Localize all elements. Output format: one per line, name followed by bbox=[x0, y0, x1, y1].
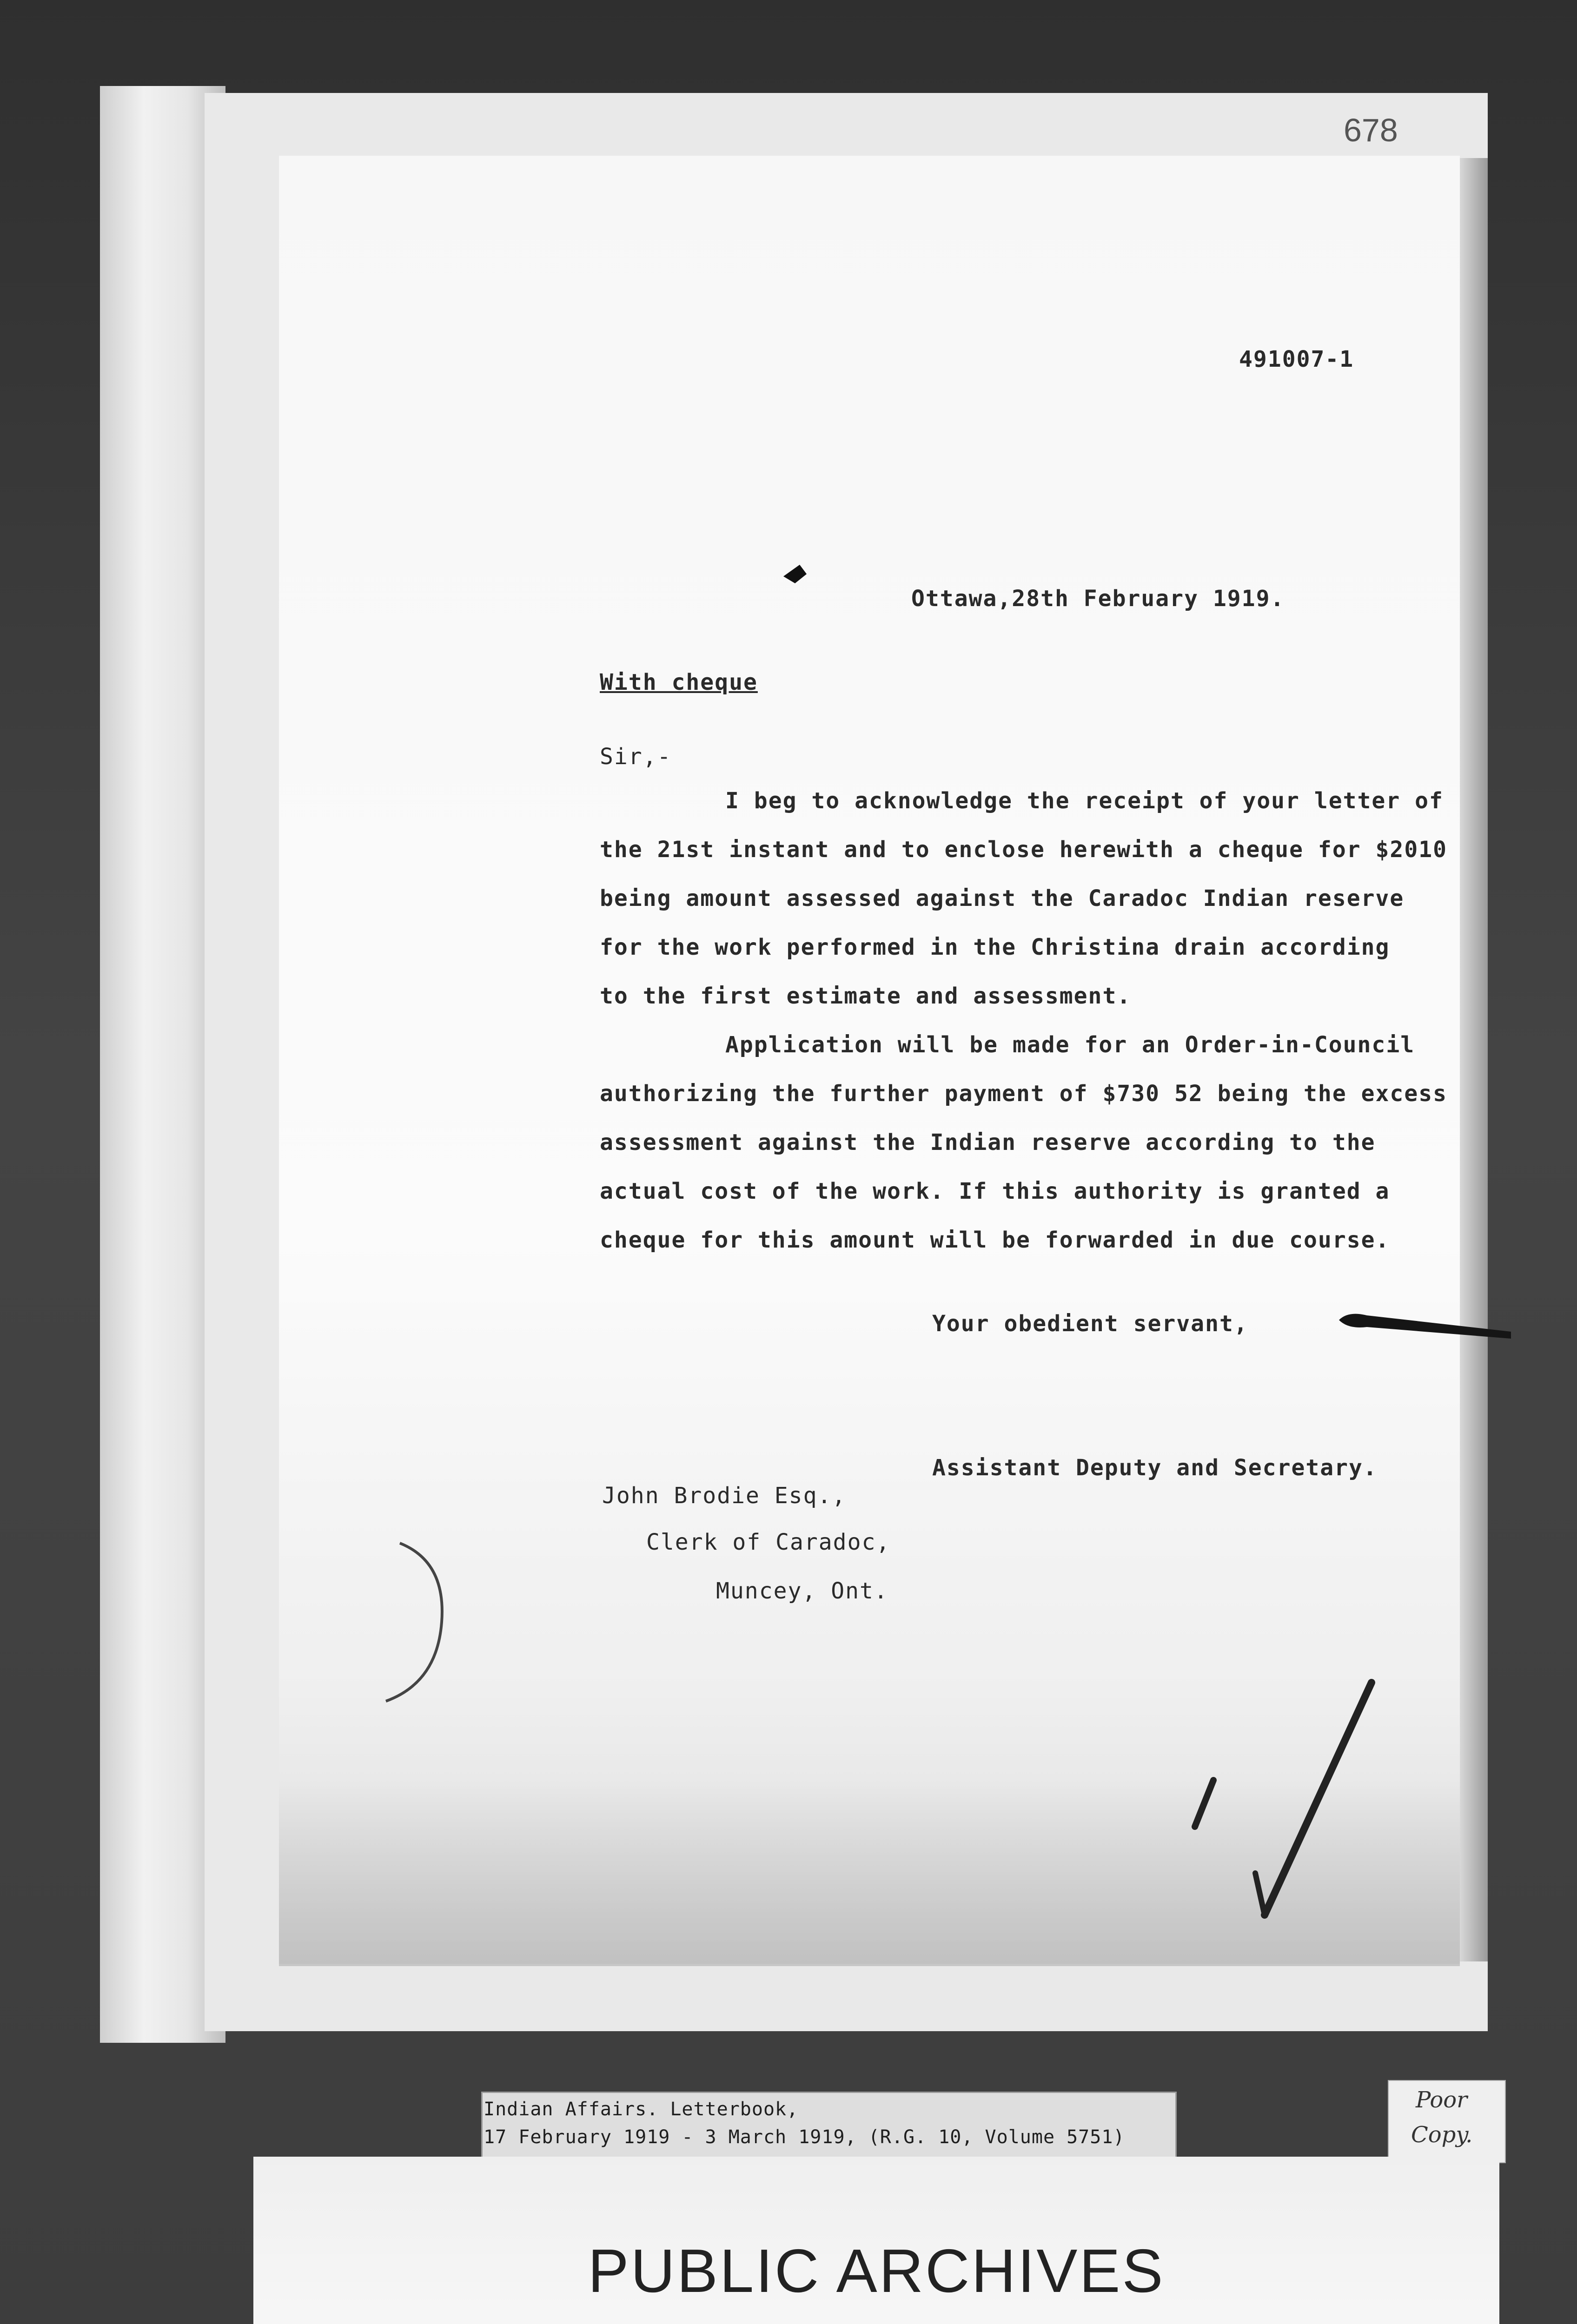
addressee-place: Muncey, Ont. bbox=[716, 1578, 888, 1604]
signature-title: Assistant Deputy and Secretary. bbox=[932, 1455, 1378, 1481]
reference-label-line: 17 February 1919 - 3 March 1919, (R.G. 10, Volume 5751) bbox=[484, 2126, 1125, 2148]
body-line: the 21st instant and to enclose herewith a cheque for $2010 bbox=[600, 837, 1448, 863]
frame-number: 678 bbox=[1344, 112, 1398, 148]
quality-note-line: Poor bbox=[1416, 2087, 1468, 2113]
closing: Your obedient servant, bbox=[932, 1311, 1248, 1337]
addressee-role: Clerk of Caradoc, bbox=[646, 1529, 891, 1555]
body-line: assessment against the Indian reserve according to the bbox=[600, 1129, 1376, 1155]
page-right-edge bbox=[1460, 158, 1488, 1961]
addressee-name: John Brodie Esq., bbox=[602, 1483, 847, 1509]
body-line: I beg to acknowledge the receipt of your letter of bbox=[725, 788, 1444, 814]
pencil-icon bbox=[1339, 1306, 1511, 1339]
body-line: for the work performed in the Christina drain according bbox=[600, 934, 1390, 960]
body-line: authorizing the further payment of $730 52 being the excess bbox=[600, 1081, 1448, 1107]
checkmark-icon bbox=[1186, 1673, 1395, 1934]
reference-label-line: Indian Affairs. Letterbook, bbox=[484, 2099, 799, 2120]
margin-bracket-mark bbox=[372, 1534, 456, 1710]
body-line: to the first estimate and assessment. bbox=[600, 983, 1132, 1009]
file-number: 491007-1 bbox=[1239, 346, 1354, 372]
body-line: Application will be made for an Order-in-Council bbox=[725, 1032, 1415, 1058]
salutation: Sir,- bbox=[600, 744, 672, 770]
quality-note-line: Copy. bbox=[1411, 2122, 1473, 2148]
archive-stamp-english: PUBLIC ARCHIVES bbox=[588, 2237, 1165, 2305]
enclosure-note: With cheque bbox=[600, 669, 758, 695]
body-line: cheque for this amount will be forwarded in due course. bbox=[600, 1227, 1390, 1253]
ink-blot bbox=[781, 562, 809, 586]
body-line: actual cost of the work. If this authority is granted a bbox=[600, 1178, 1390, 1204]
date-line: Ottawa,28th February 1919. bbox=[911, 586, 1285, 612]
body-line: being amount assessed against the Caradoc Indian reserve bbox=[600, 885, 1405, 911]
